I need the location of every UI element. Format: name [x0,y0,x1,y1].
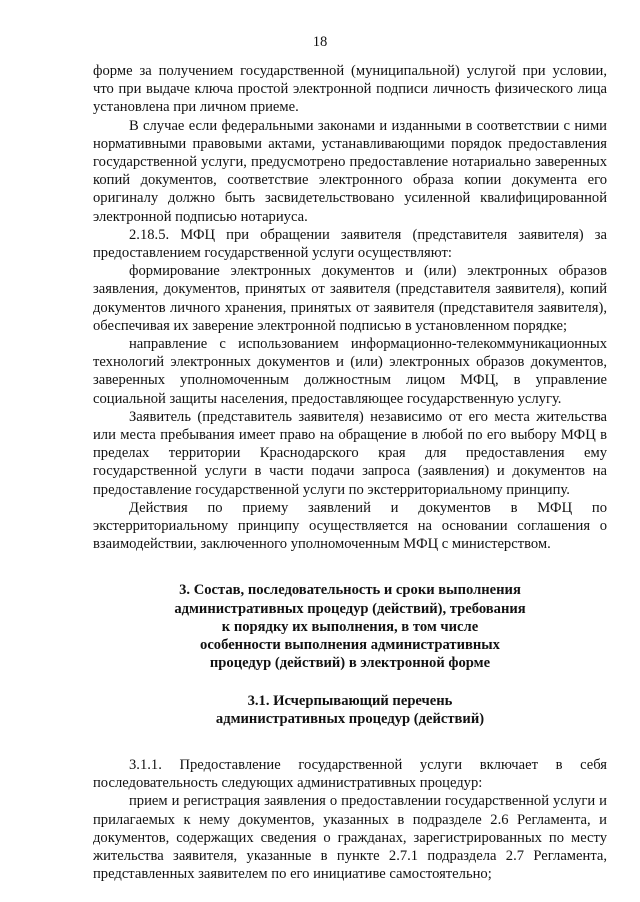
section-heading-line: процедур (действий) в электронной форме [209,655,491,672]
section-heading [93,581,607,672]
paragraph-continuation: форме за получением государственной (муниципальной) услугой при условии, что при выдаче ключа простой электронной подписи личность физического лица установлена при личном приеме. [93,63,607,116]
section-heading-line: к порядку их выполнения, в том числе [221,618,479,635]
paragraph-2-18-5: 2.18.5. МФЦ при обращении заявителя (представителя заявителя) за предоставлением государственной услуги осуществляют: [93,226,607,262]
section-heading-line: административных процедур (действий), требования [174,600,526,617]
subsection-heading-line: 3.1. Исчерпывающий перечень [247,692,453,709]
paragraph-applicant-right: Заявитель (представитель заявителя) независимо от его места жительства или места пребывания имеет право на обращение в любой по его выбору МФЦ в пределах территории Краснодарского края для предоставления ему государственной услуги в части подачи запроса (заявления) и документов на предоставление государственной услуги по экстерриториальному принципу. [93,408,607,498]
paragraph-notary-copies: В случае если федеральными законами и изданными в соответствии с ними нормативными правовыми актами, устанавливающими порядок предоставления государственной услуги, предусмотрено предоставление нотариально заверенных копий документов, соответствие электронного образа копии документа его оригиналу должно быть засвидетельствовано усиленной квалифицированной электронной подписью нотариуса. [93,117,607,225]
document-body [93,62,607,883]
paragraph-reception-registration: прием и регистрация заявления о предоставлении государственной услуги и прилагаемых к нему документов, указанных в подразделе 2.6 Регламента, и документов, содержащих сведения о гражданах, зарегистрированных по месту жительства заявителя, указанные в пункте 2.7.1 подраздела 2.7 Регламента, представленных заявителем по его инициативе самостоятельно; [93,793,607,883]
page-number: 18 [312,34,328,50]
paragraph-3-1-1: 3.1.1. Предоставление государственной услуги включает в себя последовательность следующих административных процедур: [93,756,607,792]
section-heading-line: 3. Состав, последовательность и сроки выполнения [179,582,521,599]
paragraph-forming-documents: формирование электронных документов и (или) электронных образов заявления, документов, принятых от заявителя (представителя заявителя), копий документов личного хранения, принятых от заявителя (представителя заявителя), обеспечивая их заверение электронной подписью в установленном порядке; [93,263,607,334]
subsection-heading-line: административных процедур (действий) [215,710,485,727]
section-heading-line: особенности выполнения административных [200,637,500,654]
paragraph-extraterritorial: Действия по приему заявлений и документов в МФЦ по экстерриториальному принципу осуществляется на основании соглашения о взаимодействии, заключенного уполномоченным МФЦ с министерством. [93,499,607,553]
paragraph-sending-documents: направление с использованием информационно-телекоммуникационных технологий электронных документов и (или) электронных образов документов, заверенных уполномоченным должностным лицом МФЦ, в управление социальной защиты населения, предоставляющее государственную услугу. [93,336,607,407]
subsection-heading [93,692,607,728]
